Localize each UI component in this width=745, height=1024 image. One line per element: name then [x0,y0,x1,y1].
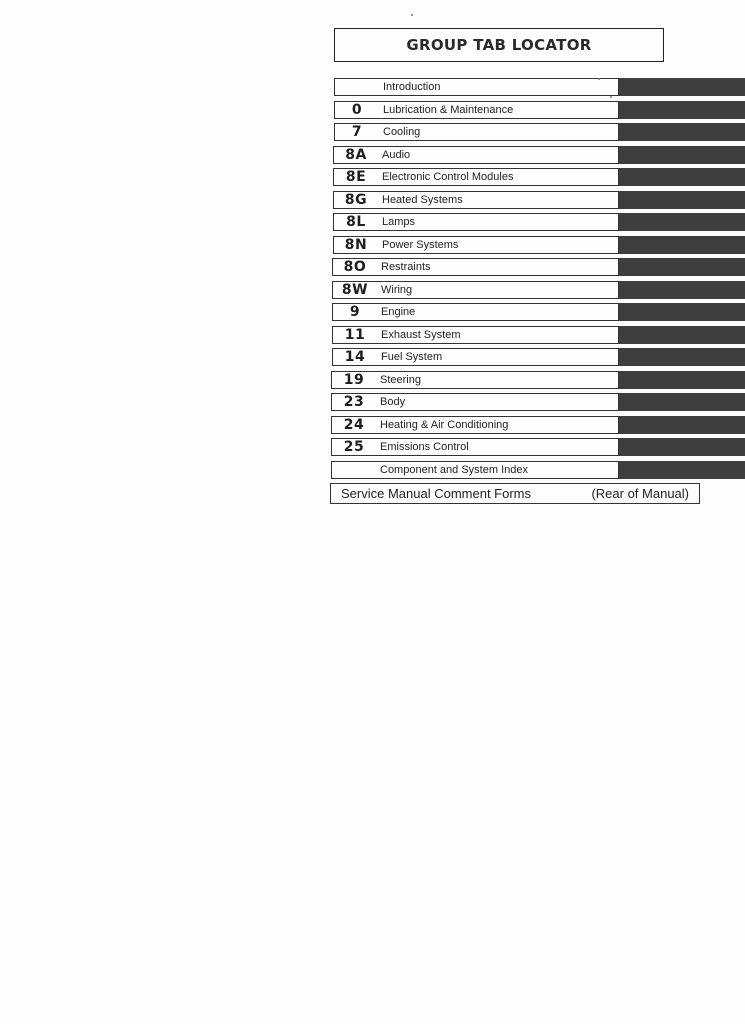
tab-row[interactable] [334,78,619,96]
tab-row[interactable] [331,416,619,434]
tab-label: Body [380,396,406,408]
tab-edge-strip [619,191,745,209]
comment-forms-location: (Rear of Manual) [591,486,689,501]
tab-number: 25 [343,439,365,455]
tab-number: 8A [345,146,367,163]
scan-speck [411,14,413,16]
page-title: GROUP TAB LOCATOR [334,28,664,62]
tab-edge-strip [619,438,745,456]
tab-label: Steering [380,373,421,386]
tab-number: 23 [343,394,365,410]
tab-edge-strip [619,326,745,344]
tab-row[interactable] [334,123,619,141]
scan-speck [610,96,612,98]
tab-row[interactable] [333,213,619,231]
tab-number: 8G [344,191,368,208]
comment-forms-label: Service Manual Comment Forms [341,486,531,501]
tab-row[interactable] [332,281,619,299]
tab-label: Fuel System [381,351,443,363]
tab-row[interactable] [331,438,619,456]
tab-row[interactable] [334,101,619,119]
tab-label: Cooling [383,126,421,138]
comment-forms-row[interactable] [330,483,700,504]
tab-label: Emissions Control [380,441,469,453]
tab-label: Engine [381,306,416,318]
tab-edge-strip [619,303,745,321]
tab-edge-strip [619,393,745,411]
tab-edge-strip [619,146,745,164]
tab-number: 11 [344,326,366,343]
tab-edge-strip [619,78,745,96]
tab-row[interactable] [331,393,619,411]
tab-row[interactable] [332,258,619,276]
tab-number: 8E [345,169,367,185]
tab-number: 24 [343,416,365,433]
tab-number: 14 [344,349,366,365]
tab-edge-strip [619,416,745,434]
tab-edge-strip [619,348,745,366]
tab-row[interactable] [331,371,619,389]
tab-row[interactable] [332,326,619,344]
tab-row[interactable] [333,146,619,164]
tab-edge-strip [619,258,745,276]
tab-label: Power Systems [382,238,459,251]
tab-edge-strip [619,371,745,389]
tab-number: 19 [343,371,365,388]
tab-row[interactable] [333,168,619,186]
tab-row[interactable] [332,303,619,321]
tab-number: 8N [344,236,368,253]
tab-number: 7 [351,124,363,140]
tab-edge-strip [619,213,745,231]
tab-number: 0 [351,101,363,118]
tab-edge-strip [619,168,745,186]
tab-label: Lamps [382,216,416,228]
tab-label: Heated Systems [382,193,463,206]
tab-row[interactable] [331,461,619,479]
tab-label: Exhaust System [381,328,461,341]
tab-number: 8O [343,259,367,275]
tab-label: Lubrication & Maintenance [383,103,514,116]
tab-row[interactable] [332,348,619,366]
tab-row[interactable] [333,191,619,209]
tab-label: Introduction [383,81,441,93]
tab-edge-strip [619,123,745,141]
scan-speck [598,78,600,80]
tab-edge-strip [619,281,745,299]
tab-label: Electronic Control Modules [382,171,514,183]
tab-edge-strip [619,101,745,119]
tab-label: Wiring [381,283,413,296]
tab-label: Audio [382,148,411,161]
tab-edge-strip [619,461,745,479]
tab-label: Heating & Air Conditioning [380,418,509,431]
tab-number: 9 [349,304,361,320]
tab-number: 8W [341,281,369,298]
tab-label: Component and System Index [380,463,528,476]
tab-edge-strip [619,236,745,254]
tab-row[interactable] [333,236,619,254]
tab-label: Restraints [381,261,431,273]
tab-number: 8L [346,214,366,230]
